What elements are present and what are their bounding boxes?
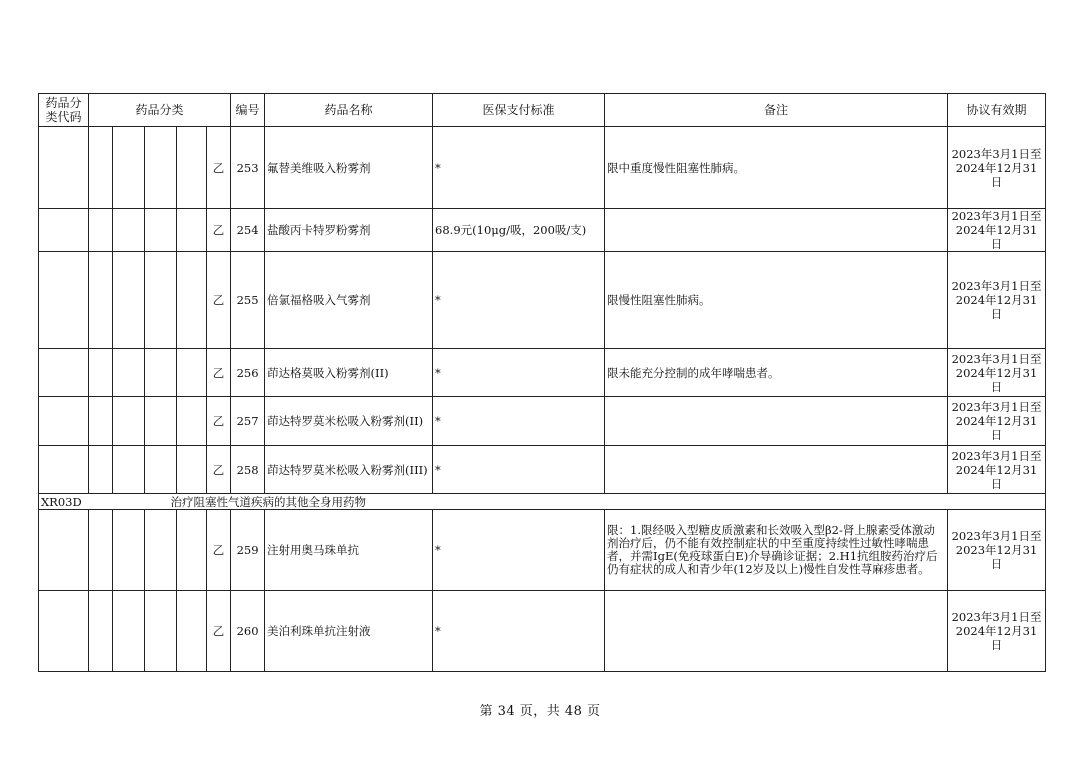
table-row	[39, 209, 1046, 252]
section-row	[39, 494, 1046, 510]
drug-name: 美泊利珠单抗注射液	[265, 591, 433, 672]
drug-name: 倍氯福格吸入气雾剂	[265, 252, 433, 349]
header-standard: 医保支付标准	[433, 94, 605, 127]
drug-type: 乙	[207, 349, 231, 397]
drug-type: 乙	[207, 510, 231, 591]
drug-validity: 2023年3月1日至 2024年12月31日	[948, 127, 1046, 209]
drug-type: 乙	[207, 446, 231, 494]
header-number: 编号	[231, 94, 265, 127]
drug-remarks	[605, 397, 948, 446]
table-row	[39, 510, 1046, 591]
table-header-row	[39, 94, 1046, 127]
drug-name: 注射用奥马珠单抗	[265, 510, 433, 591]
drug-validity: 2023年3月1日至 2023年12月31日	[948, 510, 1046, 591]
drug-number: 253	[231, 127, 265, 209]
table-row	[39, 252, 1046, 349]
section-label: 治疗阻塞性气道疾病的其他全身用药物	[89, 494, 1046, 510]
drug-table	[38, 93, 1046, 672]
drug-number: 254	[231, 209, 265, 252]
drug-number: 256	[231, 349, 265, 397]
drug-remarks	[605, 591, 948, 672]
header-category: 药品分类	[89, 94, 231, 127]
table-row	[39, 127, 1046, 209]
drug-name: 盐酸丙卡特罗粉雾剂	[265, 209, 433, 252]
drug-remarks: 限：1.限经吸入型糖皮质激素和长效吸入型β2-肾上腺素受体激动剂治疗后，仍不能有效控制症状的中至重度持续性过敏性哮喘患者，并需IgE(免疫球蛋白E)介导确诊证据；2.H1抗组胺药治疗后仍有症状的成人和青少年(12岁及以上)慢性自发性荨麻疹患者。	[605, 510, 948, 591]
section-code: XR03D	[39, 494, 89, 510]
table-row	[39, 397, 1046, 446]
drug-remarks: 限慢性阻塞性肺病。	[605, 252, 948, 349]
drug-standard: 68.9元(10μg/吸，200吸/支)	[433, 209, 605, 252]
drug-type: 乙	[207, 397, 231, 446]
drug-standard: *	[433, 252, 605, 349]
drug-remarks	[605, 446, 948, 494]
drug-validity: 2023年3月1日至 2024年12月31日	[948, 446, 1046, 494]
header-remarks: 备注	[605, 94, 948, 127]
drug-standard: *	[433, 446, 605, 494]
drug-remarks: 限未能充分控制的成年哮喘患者。	[605, 349, 948, 397]
table-row	[39, 591, 1046, 672]
drug-standard: *	[433, 349, 605, 397]
drug-standard: *	[433, 127, 605, 209]
drug-number: 259	[231, 510, 265, 591]
drug-validity: 2023年3月1日至 2024年12月31日	[948, 591, 1046, 672]
table-row	[39, 349, 1046, 397]
drug-name: 茚达特罗莫米松吸入粉雾剂(III)	[265, 446, 433, 494]
drug-type: 乙	[207, 127, 231, 209]
drug-number: 258	[231, 446, 265, 494]
drug-validity: 2023年3月1日至 2024年12月31日	[948, 397, 1046, 446]
drug-type: 乙	[207, 252, 231, 349]
table-row	[39, 446, 1046, 494]
drug-standard: *	[433, 397, 605, 446]
drug-name: 茚达特罗莫米松吸入粉雾剂(II)	[265, 397, 433, 446]
drug-number: 257	[231, 397, 265, 446]
drug-type: 乙	[207, 209, 231, 252]
header-code: 药品分类代码	[39, 94, 89, 127]
drug-remarks: 限中重度慢性阻塞性肺病。	[605, 127, 948, 209]
drug-standard: *	[433, 591, 605, 672]
drug-number: 260	[231, 591, 265, 672]
header-name: 药品名称	[265, 94, 433, 127]
drug-validity: 2023年3月1日至 2024年12月31日	[948, 349, 1046, 397]
drug-number: 255	[231, 252, 265, 349]
drug-remarks	[605, 209, 948, 252]
drug-name: 茚达格莫吸入粉雾剂(II)	[265, 349, 433, 397]
drug-validity: 2023年3月1日至 2024年12月31日	[948, 252, 1046, 349]
drug-standard: *	[433, 510, 605, 591]
page-footer: 第 34 页，共 48 页	[479, 704, 601, 719]
drug-name: 氟替美维吸入粉雾剂	[265, 127, 433, 209]
drug-type: 乙	[207, 591, 231, 672]
drug-validity: 2023年3月1日至 2024年12月31日	[948, 209, 1046, 252]
header-validity: 协议有效期	[948, 94, 1046, 127]
